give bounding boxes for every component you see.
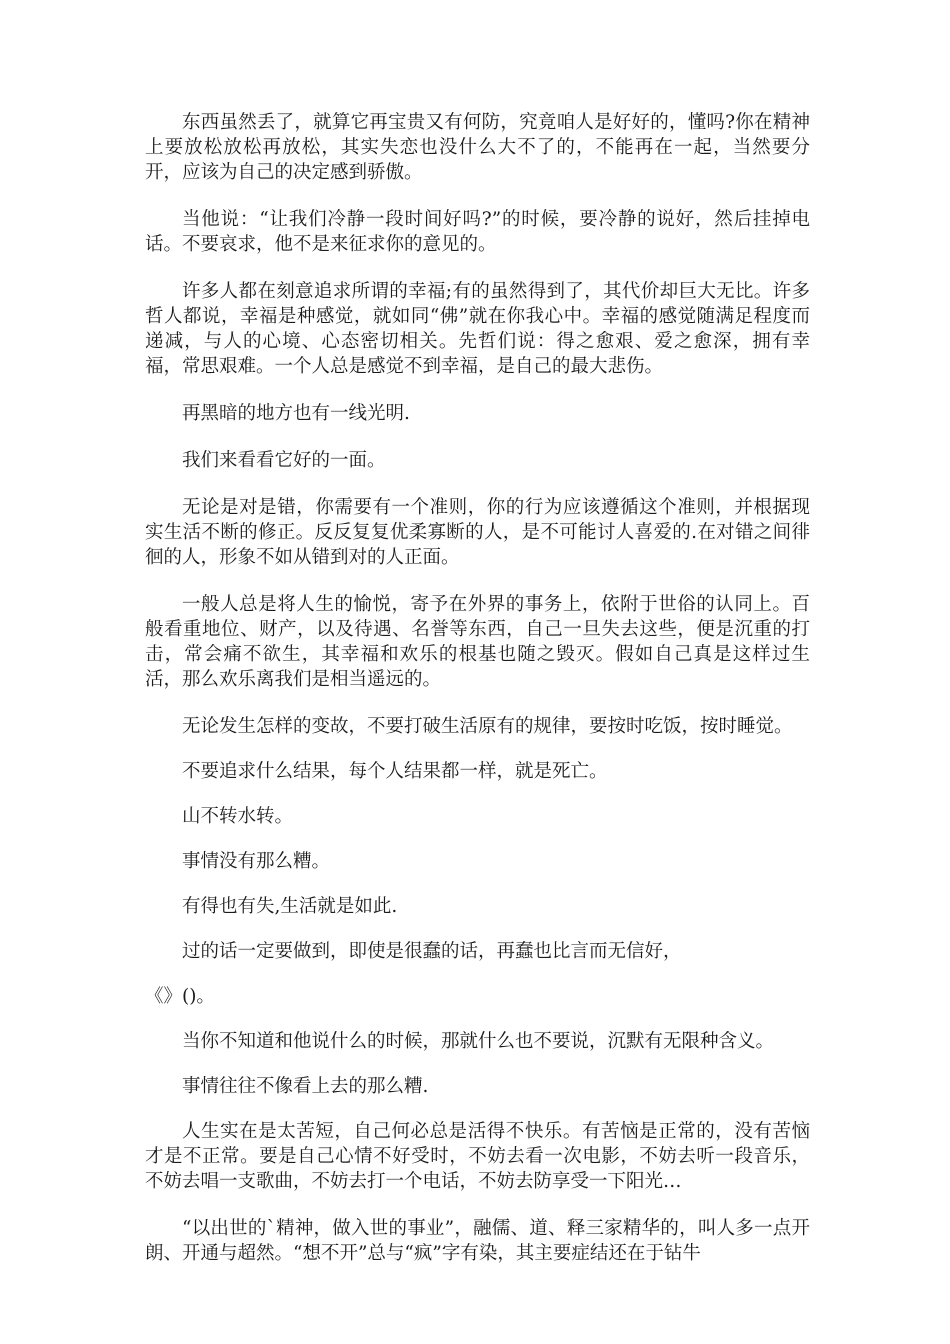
paragraph-18: “以出世的`精神，做入世的事业”，融儒、道、释三家精华的，叫人多一点开朗、开通与超然。“想不开”总与“疯”字有染，其主要症结还在于钻牛 xyxy=(145,1218,810,1264)
paragraph-6: 无论是对是错，你需要有一个准则，你的行为应该遵循这个准则，并根据现实生活不断的修正。反反复复优柔寡断的人，是不可能讨人喜爱的.在对错之间徘徊的人，形象不如从错到对的人正面。 xyxy=(145,497,810,568)
paragraph-4: 再黑暗的地方也有一线光明. xyxy=(182,403,410,424)
body-text xyxy=(145,110,810,1288)
paragraph-2: 当他说：“让我们冷静一段时间好吗?”的时候，要冷静的说好，然后挂掉电话。不要哀求，他不是来征求你的意见的。 xyxy=(145,209,810,255)
paragraph-16: 事情往往不像看上去的那么糟. xyxy=(182,1076,429,1097)
paragraph-11: 事情没有那么糟。 xyxy=(182,851,331,872)
paragraph-17: 人生实在是太苦短，自己何必总是活得不快乐。有苦恼是正常的，没有苦恼才是不正常。要是自己心情不好受时，不妨去看一次电影，不妨去听一段音乐，不妨去唱一支歌曲，不妨去打一个电话，不妨去防享受一下阳光… xyxy=(145,1121,810,1192)
paragraph-13: 过的话一定要做到，即使是很蠢的话，再蠢也比言而无信好， xyxy=(182,941,682,962)
paragraph-3: 许多人都在刻意追求所谓的幸福;有的虽然得到了，其代价却巨大无比。许多哲人都说，幸福是种感觉，就如同“佛”就在你我心中。幸福的感觉随满足程度而递减，与人的心境、心态密切相关。先哲们说：得之愈艰、爱之愈深，拥有幸福，常思艰难。一个人总是感觉不到幸福，是自己的最大悲伤。 xyxy=(145,281,810,377)
paragraph-14: 《》()。 xyxy=(145,986,215,1007)
paragraph-5: 我们来看看它好的一面。 xyxy=(182,450,386,471)
paragraph-12: 有得也有失,生活就是如此. xyxy=(182,896,398,917)
paragraph-10: 山不转水转。 xyxy=(182,806,294,827)
paragraph-7: 一般人总是将人生的愉悦，寄予在外界的事务上，依附于世俗的认同上。百般看重地位、财产，以及待遇、名誉等东西，自己一旦失去这些，便是沉重的打击，常会痛不欲生，其幸福和欢乐的根基也随之毁灭。假如自己真是这样过生活，那么欢乐离我们是相当遥远的。 xyxy=(145,594,810,690)
paragraph-1: 东西虽然丢了，就算它再宝贵又有何防，究竟咱人是好好的，懂吗?你在精神上要放松放松再放松，其实失恋也没什么大不了的，不能再在一起，当然要分开，应该为自己的决定感到骄傲。 xyxy=(145,112,810,183)
paragraph-8: 无论发生怎样的变故，不要打破生活原有的规律，要按时吃饭，按时睡觉。 xyxy=(182,716,793,737)
paragraph-9: 不要追求什么结果，每个人结果都一样，就是死亡。 xyxy=(182,761,608,782)
paragraph-15: 当你不知道和他说什么的时候，那就什么也不要说，沉默有无限种含义。 xyxy=(182,1031,775,1052)
